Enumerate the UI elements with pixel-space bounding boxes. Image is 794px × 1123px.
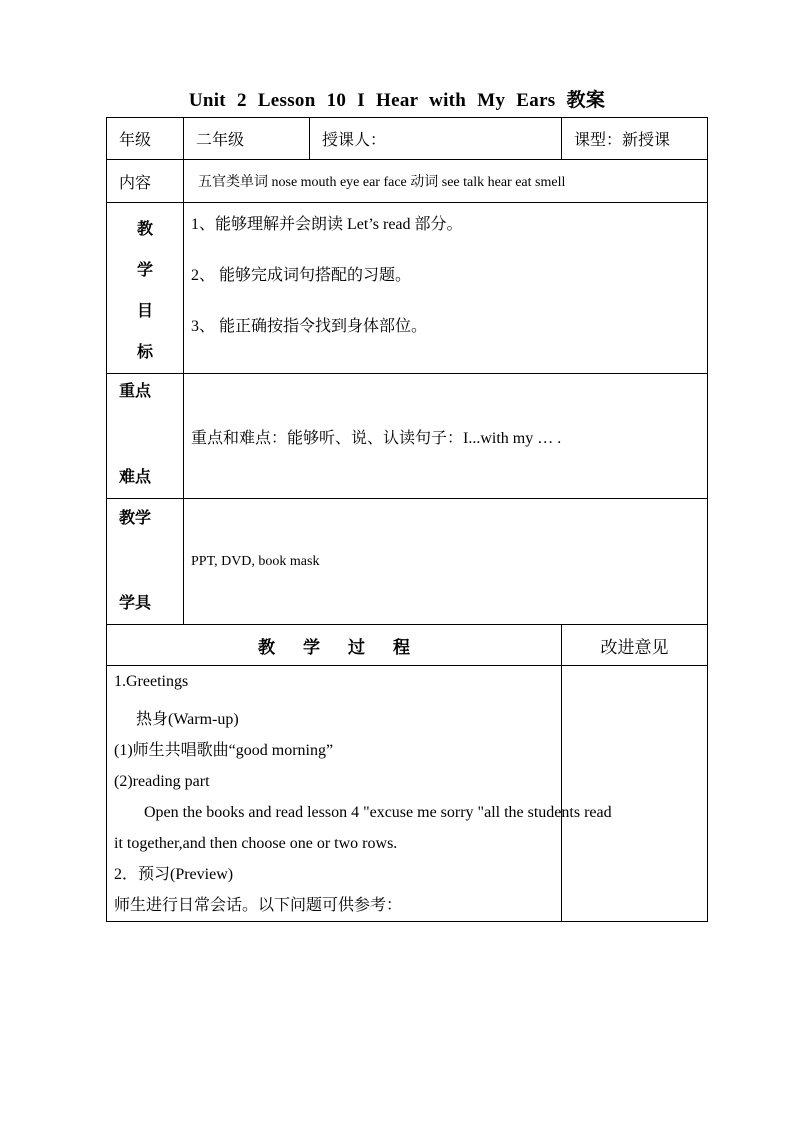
objectives-label <box>107 203 184 374</box>
key-points-label <box>107 374 184 499</box>
content-label: 内容 <box>107 160 184 203</box>
aids-label <box>107 499 184 625</box>
teacher-label: 授课人： <box>310 118 562 160</box>
aids-row <box>107 499 708 625</box>
process-body <box>107 666 612 922</box>
key-points-text: 重点和难点：能够听、说、认读句子：I...with my … . <box>184 374 708 499</box>
process-line: Open the books and read lesson 4 "excuse me sorry "all the students read <box>144 804 612 821</box>
objectives-list <box>184 203 708 374</box>
process-line: (1)师生共唱歌曲“good morning” <box>114 742 334 759</box>
document-title: Unit 2 Lesson 10 I Hear with My Ears 教案 <box>188 90 606 111</box>
lesson-type: 课型：新授课 <box>562 118 708 160</box>
aids-label-top: 教学 <box>119 510 152 527</box>
lesson-plan-table <box>106 117 708 922</box>
improve-notes <box>562 666 708 922</box>
objectives-label-char: 教 <box>136 221 153 238</box>
process-header-row <box>107 625 708 666</box>
process-body-row <box>107 666 708 922</box>
header-row <box>107 118 708 160</box>
key-points-label-top: 重点 <box>119 383 152 400</box>
key-points-label-bottom: 难点 <box>119 469 152 486</box>
objectives-label-char: 目 <box>136 303 153 320</box>
grade-value: 二年级 <box>184 118 310 160</box>
process-line: 2．预习(Preview) <box>114 866 234 883</box>
objective-item: 2、 能够完成词句搭配的习题。 <box>191 267 412 284</box>
process-line: 1.Greetings <box>114 673 189 690</box>
process-line: (2)reading part <box>114 773 210 790</box>
objective-item: 1、能够理解并会朗读 Let’s read 部分。 <box>191 216 463 233</box>
process-header-text: 教学过程 <box>258 637 438 657</box>
improve-header: 改进意见 <box>562 625 708 666</box>
content-value: 五官类单词 nose mouth eye ear face 动词 see talk hear eat smell <box>184 160 708 203</box>
objectives-label-char: 学 <box>136 262 153 279</box>
key-points-row <box>107 374 708 499</box>
objectives-label-char: 标 <box>136 344 153 361</box>
aids-label-bottom: 学具 <box>119 595 152 612</box>
process-line: 热身(Warm-up) <box>136 711 239 728</box>
process-header <box>107 625 562 666</box>
aids-text: PPT, DVD, book mask <box>184 499 708 625</box>
grade-label: 年级 <box>107 118 184 160</box>
process-line: it together,and then choose one or two rows. <box>114 835 398 852</box>
process-line: 师生进行日常会话。以下问题可供参考： <box>114 897 403 914</box>
content-row <box>107 160 708 203</box>
objective-item: 3、 能正确按指令找到身体部位。 <box>191 318 428 335</box>
objectives-row <box>107 203 708 374</box>
